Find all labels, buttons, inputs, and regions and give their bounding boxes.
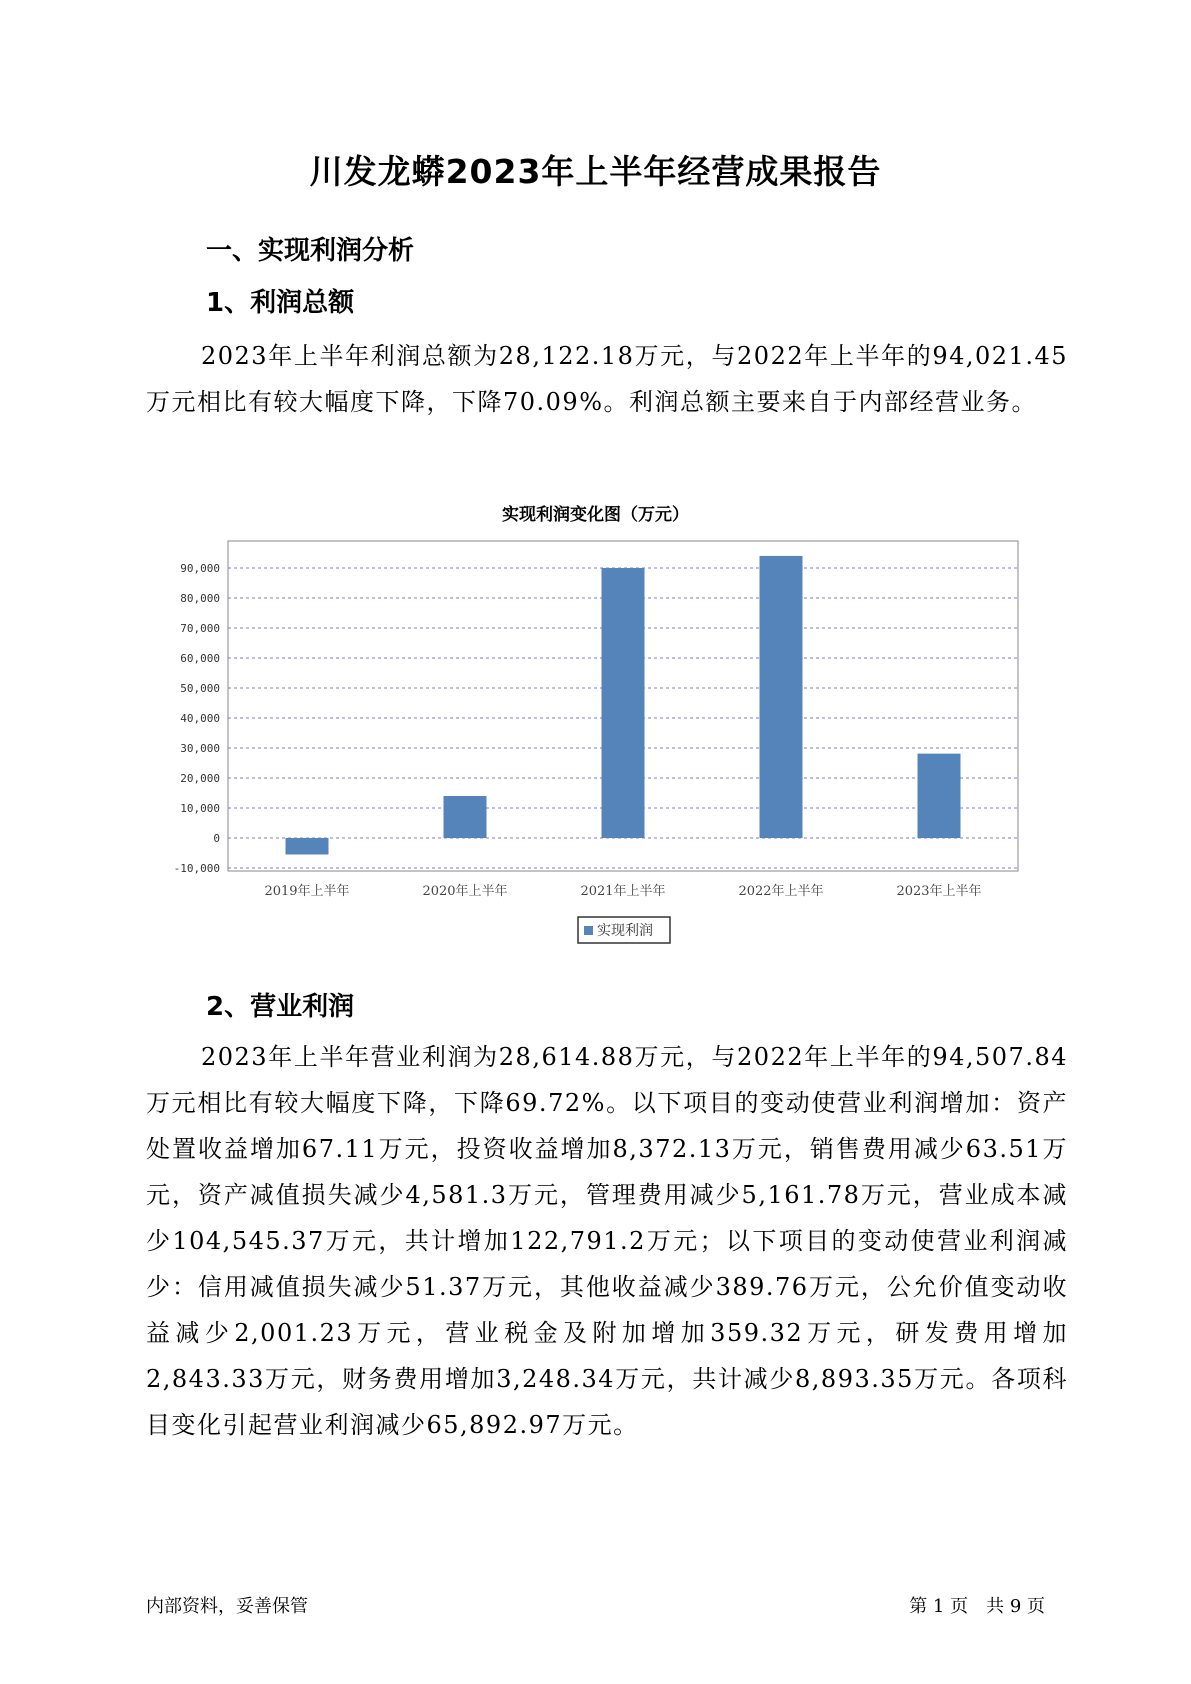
footer-page-number: 第 1 页 共 9 页 [909, 1596, 1045, 1617]
y-tick-label: -10,000 [173, 862, 220, 875]
y-tick-label: 10,000 [180, 802, 220, 815]
operating-profit-paragraph [146, 1034, 1068, 1448]
subsection-heading-operating-profit: 2、营业利润 [206, 992, 355, 1022]
y-tick-label: 50,000 [180, 682, 220, 695]
document-title: 川发龙蟒2023年上半年经营成果报告 [309, 152, 882, 191]
total-profit-paragraph [146, 333, 1068, 425]
y-tick-label: 30,000 [180, 742, 220, 755]
x-tick-label: 2020年上半年 [422, 884, 508, 899]
section-heading-profit-analysis: 一、实现利润分析 [206, 236, 415, 266]
x-tick-label: 2019年上半年 [264, 884, 350, 899]
bar [760, 556, 803, 838]
footer-confidential-note: 内部资料，妥善保管 [146, 1596, 308, 1617]
y-tick-label: 70,000 [180, 622, 220, 635]
chart-title: 实现利润变化图（万元） [502, 505, 689, 525]
bar [602, 568, 645, 838]
total-profit-text: 2023年上半年利润总额为28,122.18万元，与2022年上半年的94,021.45万元相比有较大幅度下降，下降70.09%。利润总额主要来自于内部经营业务。 [146, 342, 1068, 416]
y-tick-label: 20,000 [180, 772, 220, 785]
bar [286, 838, 329, 855]
subsection-heading-total-profit: 1、利润总额 [206, 288, 355, 318]
y-tick-label: 80,000 [180, 592, 220, 605]
x-tick-label: 2021年上半年 [580, 884, 666, 899]
bar [918, 754, 961, 838]
legend-swatch [584, 926, 593, 935]
x-tick-label: 2022年上半年 [738, 884, 824, 899]
y-tick-label: 40,000 [180, 712, 220, 725]
y-tick-label: 0 [213, 832, 220, 845]
bar [444, 796, 487, 838]
operating-profit-text: 2023年上半年营业利润为28,614.88万元，与2022年上半年的94,507.84万元相比有较大幅度下降，下降69.72%。以下项目的变动使营业利润增加：资产处置收益增加67.11万元，投资收益增加8,372.13万元，销售费用减少63.51万元，资产减值损失减少4,581.3万元，管理费用减少5,161.78万元，营业成本减少104,545.37万元，共计增加122,791.2万元；以下项目的变动使营业利润减少：信用减值损失减少51.37万元，其他收益减少389.76万元，公允价值变动收益减少2,001.23万元，营业税金及附加增加359.32万元，研发费用增加2,843.33万元，财务费用增加3,248.34万元，共计减少8,893.35万元。各项科目变化引起营业利润减少65,892.97万元。 [146, 1043, 1068, 1439]
y-tick-label: 90,000 [180, 562, 220, 575]
legend-label: 实现利润 [597, 923, 653, 939]
profit-bar-chart [150, 520, 1030, 950]
x-tick-label: 2023年上半年 [896, 884, 982, 899]
y-tick-label: 60,000 [180, 652, 220, 665]
